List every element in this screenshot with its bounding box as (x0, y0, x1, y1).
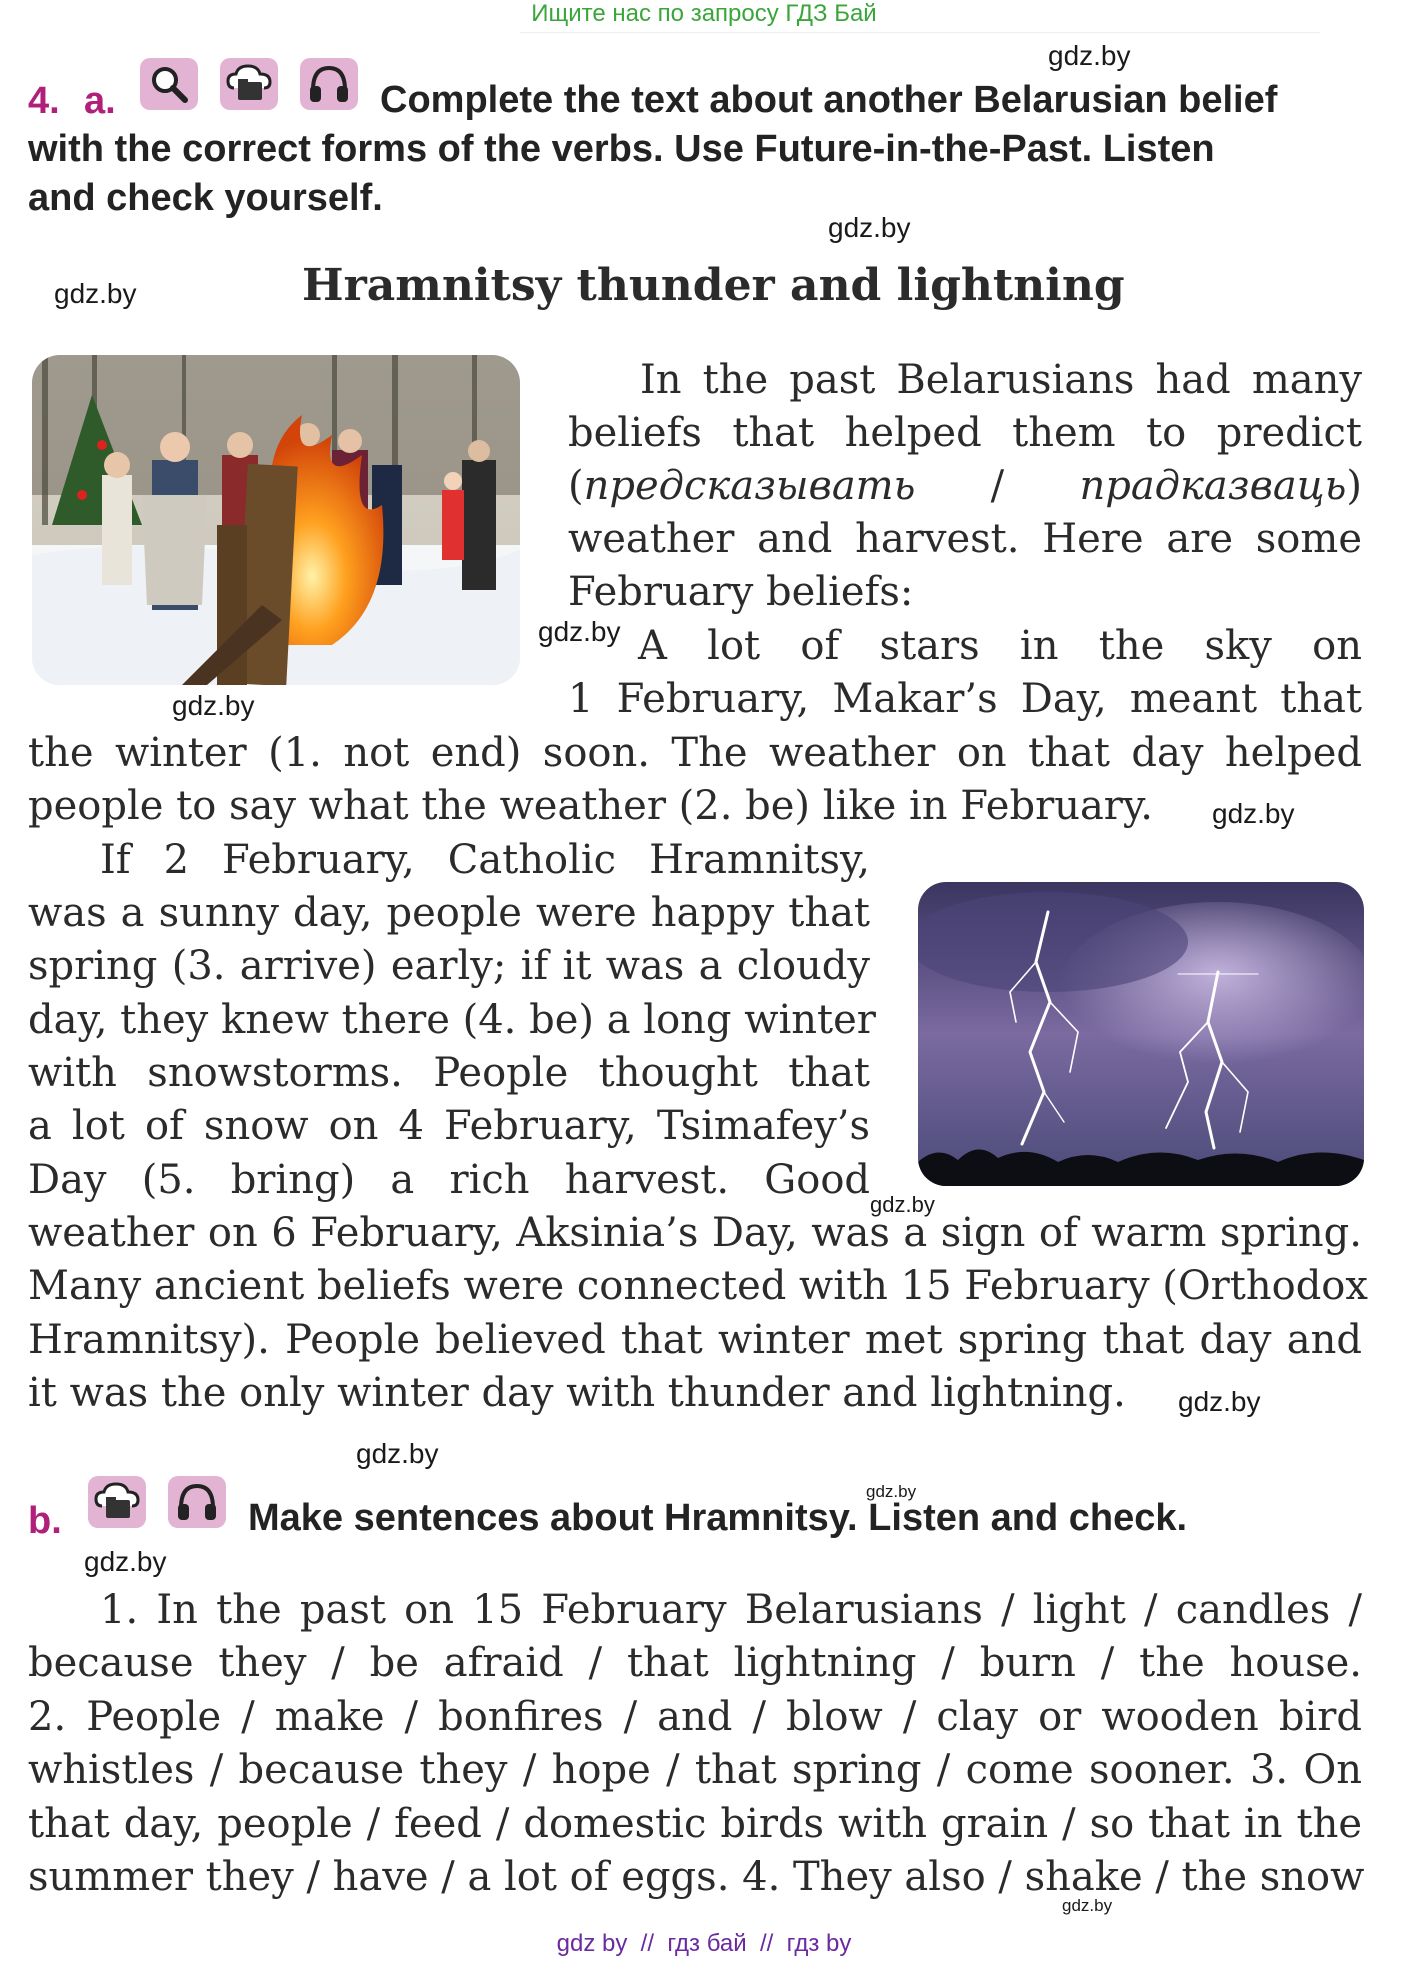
text-line: Many ancient beliefs were connected with 15 February (Orthodox (28, 1263, 1368, 1309)
exercise-line: because they / be afraid / that lightning / burn / the house. (28, 1640, 1362, 1686)
task-b-instruction: Make sentences about Hramnitsy. Listen and check. (248, 1497, 1188, 1539)
text-line: a lot of snow on 4 February, Tsimafey’s (28, 1103, 870, 1149)
paren: ) (1346, 463, 1362, 509)
text-line: February beliefs: (568, 569, 914, 615)
cloud-folder-icon[interactable] (88, 1476, 146, 1528)
watermark: gdz.by (1048, 40, 1131, 71)
task-letter-b: b. (28, 1500, 62, 1542)
exercise-line: summer they / have / a lot of eggs. 4. They also / shake / the snow (28, 1854, 1365, 1900)
watermark: gdz.by (1178, 1386, 1261, 1417)
footer-watermark[interactable]: gdz by // гдз бай // гдз by (556, 1930, 852, 1957)
watermark: gdz.by (870, 1192, 935, 1217)
top-banner[interactable]: Ищите нас по запросу ГДЗ Бай (531, 0, 877, 27)
watermark: gdz.by (54, 278, 137, 309)
slash: / (990, 463, 1005, 509)
exercise-line: 2. People / make / bonfires / and / blow / clay or wooden bird (28, 1694, 1362, 1740)
top-divider (520, 32, 1320, 33)
watermark: gdz.by (828, 212, 911, 243)
exercise-line: that day, people / feed / domestic birds with grain / so that in the (28, 1801, 1362, 1847)
text-line (568, 460, 1362, 513)
watermark: gdz.by (866, 1482, 917, 1501)
text-line: If 2 February, Catholic Hramnitsy, (100, 837, 870, 883)
task-instruction-line: with the correct forms of the verbs. Use Future-in-the-Past. Listen (28, 128, 1215, 170)
winter-bonfire-photo (32, 355, 520, 685)
text-line: beliefs that helped them to predict (568, 410, 1362, 456)
watermark: gdz.by (1212, 798, 1295, 829)
task-letter-a: a. (84, 80, 116, 122)
text-line: spring (3. arrive) early; if it was a cloudy (28, 943, 870, 989)
text-line: it was the only winter day with thunder and lightning. (28, 1370, 1126, 1416)
text-line: 1 February, Makar’s Day, meant that (568, 676, 1362, 722)
text-line: people to say what the weather (2. be) like in February. (28, 783, 1153, 829)
text-line: A lot of stars in the sky on (638, 623, 1362, 669)
belarusian-word: прадказваць (1079, 463, 1347, 509)
text-line: weather on 6 February, Aksinia’s Day, was a sign of warm spring. (28, 1210, 1362, 1256)
watermark: gdz.by (538, 616, 621, 647)
watermark: gdz.by (84, 1546, 167, 1577)
text-line: was a sunny day, people were happy that (28, 890, 870, 936)
paren: ( (568, 463, 584, 509)
watermark: gdz.by (356, 1438, 439, 1469)
magnifier-icon[interactable] (140, 58, 198, 110)
text-line: Hramnitsy). People believed that winter met spring that day and (28, 1317, 1362, 1363)
lightning-photo (918, 882, 1364, 1186)
text-line: the winter (1. not end) soon. The weather on that day helped (28, 730, 1362, 776)
text-title: Hramnitsy thunder and lightning (302, 260, 1125, 311)
text-line: Day (5. bring) a rich harvest. Good (28, 1157, 870, 1203)
text-line: weather and harvest. Here are some (568, 516, 1362, 562)
watermark: gdz.by (172, 690, 255, 721)
text-line: In the past Belarusians had many (640, 357, 1362, 403)
headphones-icon[interactable] (300, 58, 358, 110)
text-line: day, they knew there (4. be) a long winter (28, 997, 876, 1043)
headphones-icon[interactable] (168, 1476, 226, 1528)
watermark: gdz.by (1062, 1896, 1113, 1915)
task-instruction-line: and check yourself. (28, 177, 383, 219)
russian-word: предсказывать (583, 463, 916, 509)
exercise-line: whistles / because they / hope / that spring / come sooner. 3. On (28, 1747, 1362, 1793)
task-instruction-line: Complete the text about another Belarusian belief (380, 79, 1278, 121)
task-number: 4. (28, 80, 60, 122)
text-line: with snowstorms. People thought that (28, 1050, 870, 1096)
cloud-folder-icon[interactable] (220, 58, 278, 110)
exercise-line: 1. In the past on 15 February Belarusians / light / candles / (100, 1587, 1362, 1633)
